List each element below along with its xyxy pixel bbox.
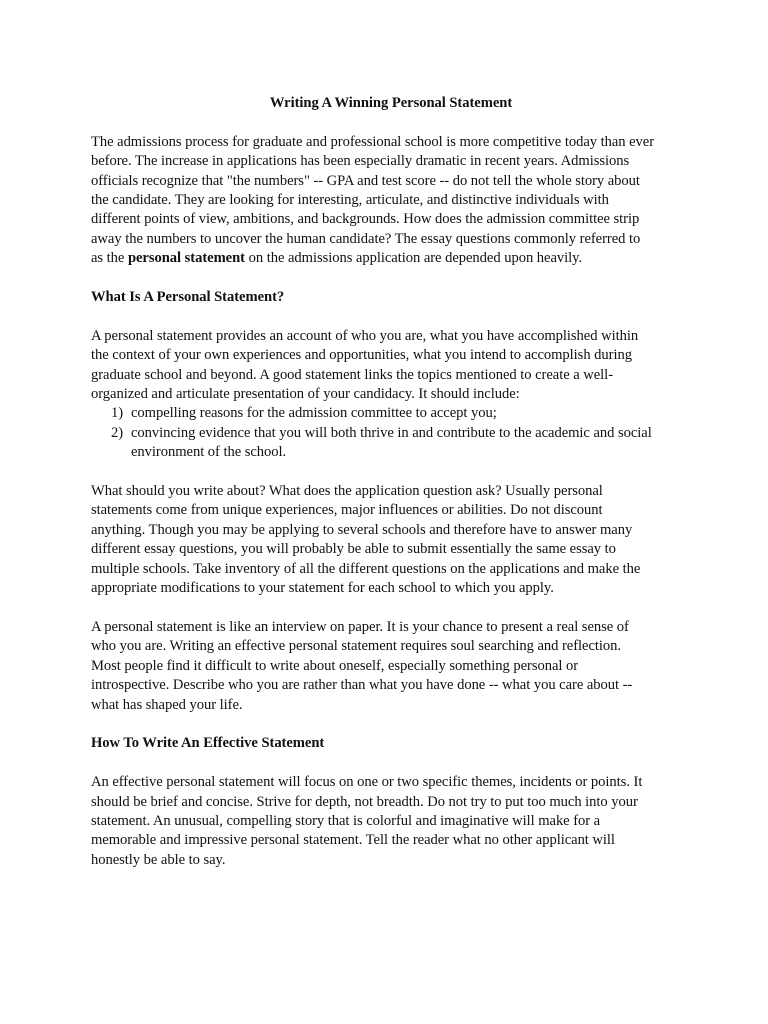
text-line: organized and articulate presentation of your candidacy. It should include: bbox=[91, 386, 520, 403]
section1-paragraph-3 bbox=[91, 618, 691, 715]
text-line: statements come from unique experiences, major influences or abilities. Do not discount bbox=[91, 502, 603, 519]
text-line bbox=[91, 249, 691, 268]
section1-paragraph-2 bbox=[91, 482, 691, 598]
text-line: what has shaped your life. bbox=[91, 696, 243, 713]
text-line: A personal statement provides an account of who you are, what you have accomplished within bbox=[91, 327, 639, 344]
text-line: honestly be able to say. bbox=[91, 851, 226, 868]
text-line: officials recognize that "the numbers" -- GPA and test score -- do not tell the whole story about bbox=[91, 172, 640, 189]
text-line: environment of the school. bbox=[131, 444, 287, 461]
text-line: memorable and impressive personal statement. Tell the reader what no other applicant will bbox=[91, 832, 615, 849]
section-heading: What Is A Personal Statement? bbox=[91, 289, 285, 306]
section2-paragraph-1 bbox=[91, 773, 691, 870]
numbered-list bbox=[91, 404, 691, 462]
intro-paragraph bbox=[91, 133, 691, 269]
bold-term: personal statement bbox=[127, 250, 245, 267]
text-fragment: on the admissions application are depended upon heavily. bbox=[245, 250, 583, 267]
text-line: introspective. Describe who you are rather than what you have done -- what you care about -- bbox=[91, 677, 633, 694]
list-item bbox=[91, 404, 691, 423]
text-line: appropriate modifications to your statement for each school to which you apply. bbox=[91, 580, 554, 597]
list-item bbox=[91, 424, 691, 463]
text-line: An effective personal statement will focus on one or two specific themes, incidents or points. It bbox=[91, 774, 643, 791]
text-line: statement. An unusual, compelling story that is colorful and imaginative will make for a bbox=[91, 812, 601, 829]
text-fragment: as the bbox=[91, 250, 128, 267]
text-line: convincing evidence that you will both thrive in and contribute to the academic and social bbox=[131, 424, 652, 441]
text-line: graduate school and beyond. A good statement links the topics mentioned to create a well- bbox=[91, 366, 614, 383]
text-line: anything. Though you may be applying to several schools and therefore have to answer many bbox=[91, 521, 633, 538]
text-line: multiple schools. Take inventory of all the different questions on the applications and make the bbox=[91, 560, 641, 577]
document-body bbox=[91, 94, 691, 890]
text-line: different essay questions, you will probably be able to submit essentially the same essay to bbox=[91, 541, 616, 558]
text-line: different points of view, ambitions, and backgrounds. How does the admission committee strip bbox=[91, 211, 640, 228]
text-line: before. The increase in applications has been especially dramatic in recent years. Admissions bbox=[91, 153, 630, 170]
text-line: the context of your own experiences and opportunities, what you intend to accomplish during bbox=[91, 347, 632, 364]
section-heading: How To Write An Effective Statement bbox=[91, 735, 325, 752]
list-number: 2) bbox=[111, 424, 124, 441]
text-line: away the numbers to uncover the human candidate? The essay questions commonly referred to bbox=[91, 230, 641, 247]
text-line: who you are. Writing an effective personal statement requires soul searching and reflection. bbox=[91, 638, 621, 655]
document-title: Writing A Winning Personal Statement bbox=[269, 95, 513, 111]
text-line: Most people find it difficult to write about oneself, especially something personal or bbox=[91, 657, 579, 674]
text-line: A personal statement is like an interview on paper. It is your chance to present a real sense of bbox=[91, 618, 629, 635]
text-line: compelling reasons for the admission committee to accept you; bbox=[131, 405, 497, 422]
text-line: the candidate. They are looking for interesting, articulate, and distinctive individuals with bbox=[91, 192, 609, 209]
section1-paragraph-1 bbox=[91, 327, 691, 405]
list-number: 1) bbox=[111, 405, 124, 422]
text-line: should be brief and concise. Strive for depth, not breadth. Do not try to put too much into your bbox=[91, 793, 638, 810]
text-line: What should you write about? What does the application question ask? Usually personal bbox=[91, 483, 603, 500]
text-line: The admissions process for graduate and professional school is more competitive today than ever bbox=[91, 133, 655, 150]
